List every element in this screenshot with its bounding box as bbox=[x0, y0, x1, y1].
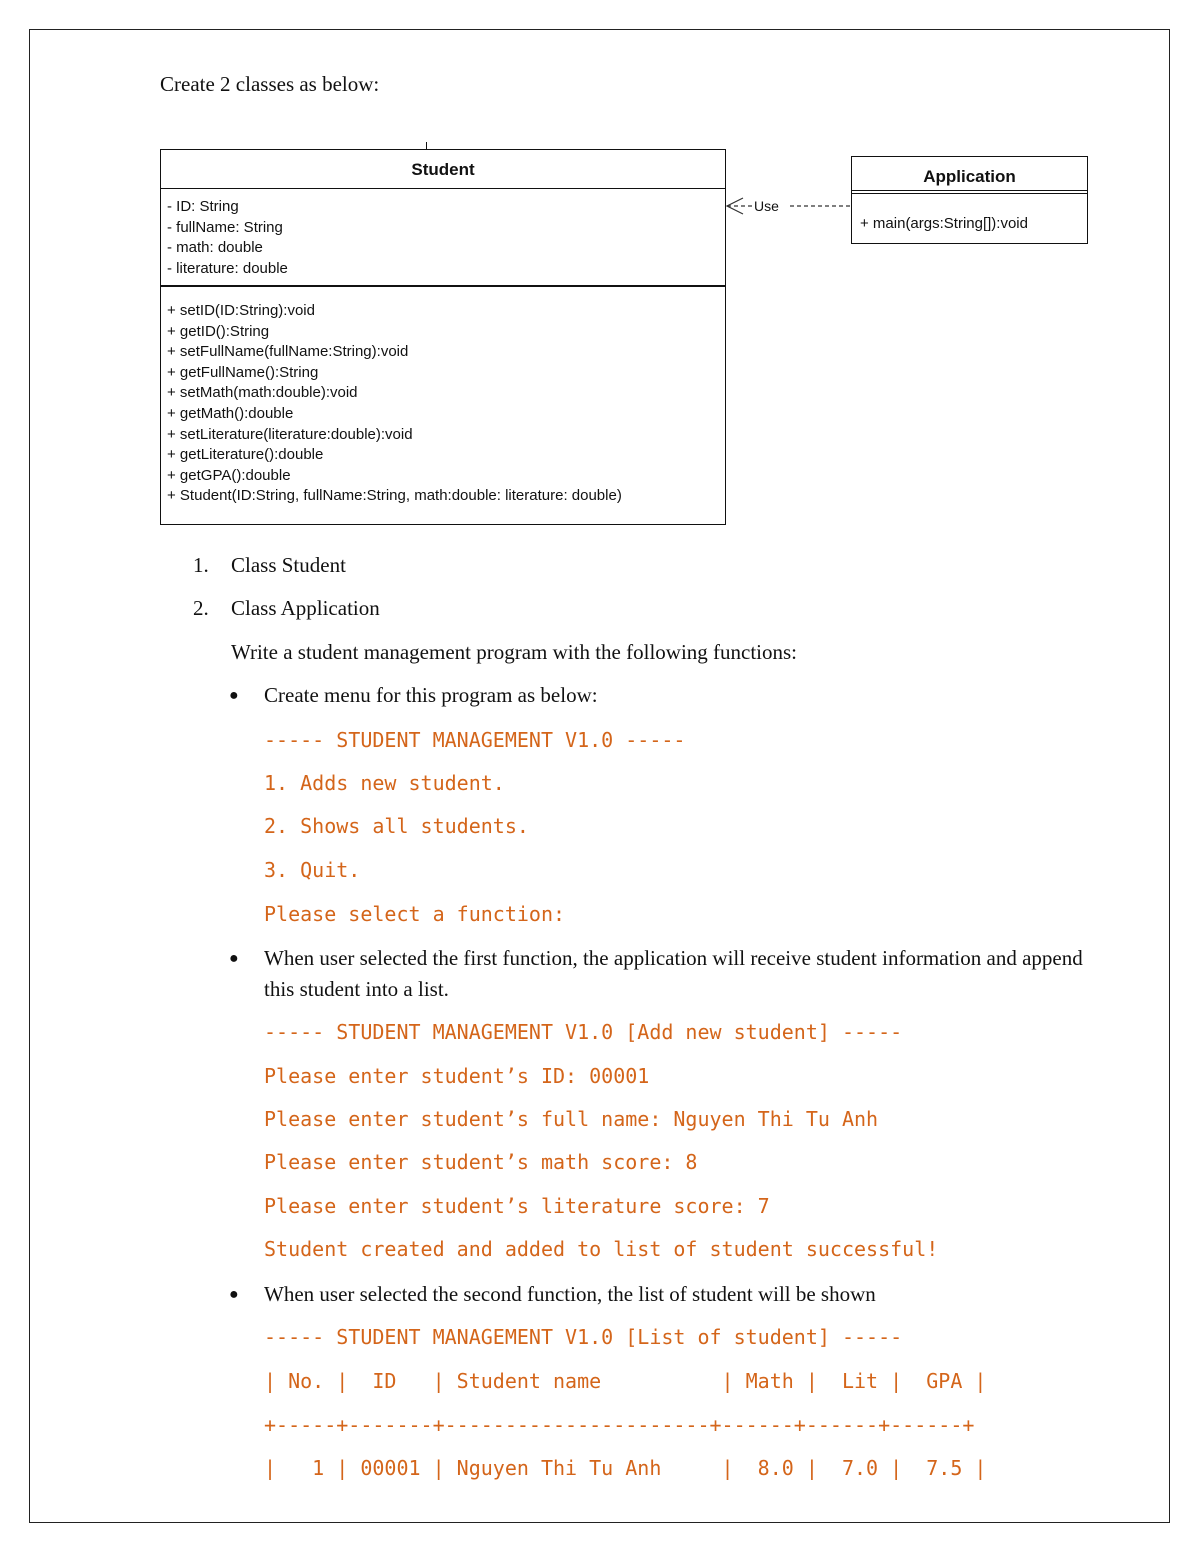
description-text: Write a student management program with the following functions: bbox=[231, 640, 798, 664]
uml-attribute: - fullName: String bbox=[167, 218, 283, 236]
uml-student-title: Student bbox=[161, 150, 725, 189]
uml-method: + setID(ID:String):void bbox=[167, 302, 315, 319]
uml-application-class bbox=[851, 156, 1088, 244]
code-line: 1. Adds new student. bbox=[264, 771, 505, 795]
uml-relation-label: Use bbox=[754, 198, 779, 214]
uml-attribute: - math: double bbox=[167, 239, 263, 257]
uml-attribute: - ID: String bbox=[167, 198, 239, 215]
bullet-dot: ● bbox=[229, 950, 239, 967]
uml-method: + setLiterature(literature:double):void bbox=[167, 425, 413, 443]
uml-method: + getMath():double bbox=[167, 404, 294, 422]
uml-method: + getID():String bbox=[167, 322, 270, 340]
uml-method: + getFullName():String bbox=[167, 363, 319, 381]
code-line: 2. Shows all students. bbox=[264, 814, 529, 838]
uml-student-methods bbox=[161, 287, 725, 507]
uml-application-title: Application bbox=[852, 157, 1087, 194]
code-line: ----- STUDENT MANAGEMENT V1.0 [List of student] ----- bbox=[264, 1325, 903, 1349]
code-line: Please enter student’s literature score: 7 bbox=[264, 1194, 770, 1218]
code-line: 3. Quit. bbox=[264, 858, 361, 882]
uml-method: + getGPA():double bbox=[167, 466, 291, 484]
code-line: Please enter student’s math score: 8 bbox=[264, 1150, 698, 1174]
uml-student-attributes bbox=[161, 189, 725, 287]
code-line: ----- STUDENT MANAGEMENT V1.0 [Add new student] ----- bbox=[264, 1020, 903, 1044]
uml-method: + setMath(math:double):void bbox=[167, 384, 358, 402]
list-number: 1. bbox=[193, 553, 209, 577]
table-header-line: | No. | ID | Student name | Math | Lit | GPA | bbox=[264, 1369, 987, 1393]
code-line: Please enter student’s full name: Nguyen Thi Tu Anh bbox=[264, 1107, 879, 1131]
uml-application-methods bbox=[852, 194, 1087, 235]
table-row: | 1 | 00001 | Nguyen Thi Tu Anh | 8.0 | 7.0 | 7.5 | bbox=[264, 1456, 987, 1480]
uml-student-class bbox=[160, 149, 726, 525]
uml-method: + setFullName(fullName:String):void bbox=[167, 343, 409, 361]
bullet-dot: ● bbox=[229, 1286, 239, 1303]
bullet-text: Create menu for this program as below: bbox=[264, 683, 598, 707]
uml-method: + getLiterature():double bbox=[167, 446, 324, 464]
bullet-text: When user selected the second function, the list of student will be shown bbox=[264, 1282, 876, 1306]
table-separator-line: +-----+-------+----------------------+------+------+------+ bbox=[264, 1413, 975, 1437]
bullet-dot: ● bbox=[229, 687, 239, 704]
uml-method: + main(args:String[]):void bbox=[860, 215, 1028, 232]
uml-attribute: - literature: double bbox=[167, 259, 288, 277]
code-line: Student created and added to list of student successful! bbox=[264, 1237, 939, 1261]
code-line: Please enter student’s ID: 00001 bbox=[264, 1064, 650, 1088]
code-line: Please select a function: bbox=[264, 902, 566, 926]
bullet-text: When user selected the first function, the application will receive student information and append this student into a list. bbox=[264, 946, 1083, 1001]
uml-method: + Student(ID:String, fullName:String, math:double: literature: double) bbox=[167, 487, 622, 505]
code-line: ----- STUDENT MANAGEMENT V1.0 ----- bbox=[264, 728, 686, 752]
uml-dependency-arrow bbox=[710, 190, 855, 220]
list-number: 2. bbox=[193, 596, 209, 620]
list-text: Class Application bbox=[231, 596, 380, 620]
list-text: Class Student bbox=[231, 553, 346, 577]
intro-text: Create 2 classes as below: bbox=[160, 72, 380, 96]
